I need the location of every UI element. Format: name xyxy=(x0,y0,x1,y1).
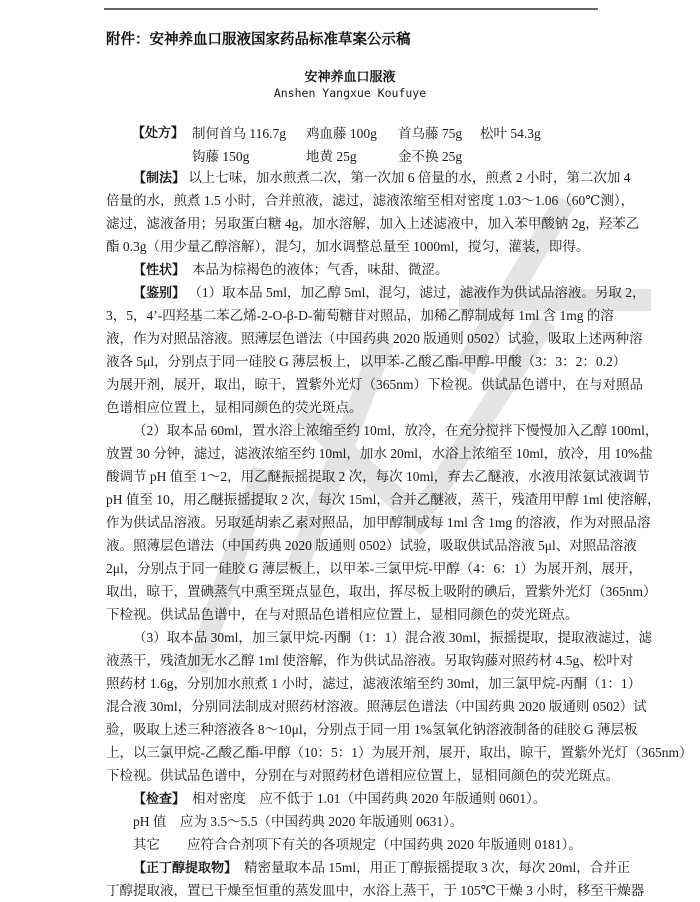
identification-line: 放置 30 分钟，滤过，滤液浓缩至约 10ml，加水 20ml，水浴上浓缩至 10ml，放冷，用 10%盐 xyxy=(106,446,653,461)
ingredient: 松叶 54.3g xyxy=(480,126,541,141)
monograph-body xyxy=(106,166,693,902)
extract-line: 【正丁醇提取物】 精密量取本品 15ml，用正丁醇振摇提取 3 次，每次 20ml，合并正 xyxy=(133,860,631,876)
ingredient: 鸡血藤 100g xyxy=(306,126,377,141)
extract-line: 丁醇提取液，置已干燥至恒重的蒸发皿中，水浴上蒸干，于 105℃干燥 3 小时，移至干燥器 xyxy=(106,883,645,898)
character-label: 【性状】 xyxy=(133,263,179,278)
ingredient: 首乌藤 75g xyxy=(398,126,463,141)
identification-line: 【鉴别】 （1）取本品 5ml，加乙醇 5ml，混匀，滤过，滤液作为供试品溶液。另取 2， xyxy=(133,285,646,301)
inspection-label: 【检查】 xyxy=(133,792,179,807)
identification-line: 色谱相应位置上，显相同颜色的荧光斑点。 xyxy=(106,400,363,415)
identification-line: 取出，晾干，置碘蒸气中熏至斑点显色，取出，挥尽板上吸附的碘后，置紫外光灯（365nm） xyxy=(106,584,657,599)
inspection-density: 【检查】 相对密度 应不低于 1.01（中国药典 2020 年版通则 0601）。 xyxy=(133,791,547,807)
identification-line: pH 值至 10，用乙醚振摇提取 2 次，每次 15ml，合并乙醚液，蒸干，残渣用甲醇 1ml 使溶解， xyxy=(106,492,661,507)
ingredient: 制何首乌 116.7g xyxy=(192,126,286,141)
inspection-other: 其它 应符合合剂项下有关的各项规定（中国药典 2020 年版通则 0181）。 xyxy=(133,837,582,852)
identification-line: 作为供试品溶液。另取延胡索乙素对照品，加甲醇制成每 1ml 含 1mg 的溶液，作为对照品溶 xyxy=(106,515,651,530)
prescription-label: 【处方】 xyxy=(132,126,185,141)
method-label: 【制法】 xyxy=(133,171,186,186)
ingredient: 金不换 25g xyxy=(398,149,463,164)
ingredient: 钩藤 150g xyxy=(192,149,250,164)
header-rule xyxy=(104,8,598,10)
method-line: 滤过，滤液备用；另取蛋白糖 4g，加水溶解，加入上述滤液中，加入苯甲酸钠 2g，羟苯乙 xyxy=(106,216,640,231)
identification-label: 【鉴别】 xyxy=(133,286,186,301)
identification-line: 为展开剂，展开，取出，晾干，置紫外光灯（365nm）下检视。供试品色谱中，在与对照品 xyxy=(106,377,643,392)
inspection-ph: pH 值 应为 3.5～5.5（中国药典 2020 年版通则 0631）。 xyxy=(133,814,464,829)
character-line: 【性状】 本品为棕褐色的液体；气香，味甜、微涩。 xyxy=(133,262,449,278)
ingredient: 地黄 25g xyxy=(306,149,357,164)
identification-line: 照药材 1.6g，分别加水煎煮 1 小时，滤过，滤液浓缩至约 30ml，加三氯甲烷-丙酮（1：1） xyxy=(106,676,642,691)
identification-line: 液蒸干，残渣加无水乙醇 1ml 使溶解，作为供试品溶液。另取钩藤对照药材 4.5g、松叶对 xyxy=(106,653,634,668)
method-line: 【制法】 以上七味，加水煎煮二次，第一次加 6 倍量的水，煎煮 2 小时，第二次加 4 xyxy=(133,170,631,186)
drug-name-pinyin: Anshen Yangxue Koufuye xyxy=(273,86,427,100)
extract-label: 【正丁醇提取物】 xyxy=(133,861,231,876)
identification-line: 液各 5μl，分别点于同一硅胶 G 薄层板上，以甲苯-乙酸乙酯-甲醇-甲酸（3：3：2：0.2） xyxy=(106,354,627,369)
identification-line: 混合液 30ml，分别同法制成对照药材溶液。照薄层色谱法（中国药典 2020 版通则 0502）试 xyxy=(106,699,647,714)
identification-line: 3，5，4’-四羟基二苯乙烯-2-O-β-D-葡萄糖苷对照品，加稀乙醇制成每 1ml 含 1mg 的溶 xyxy=(106,308,614,323)
identification-line: 液，作为对照品溶液。照薄层色谱法（中国药典 2020 版通则 0502）试验，吸取上述两种溶 xyxy=(106,331,643,346)
identification-line: 上，以三氯甲烷-乙酸乙酯-甲醇（10：5：1）为展开剂，展开，取出，晾干，置紫外光灯（365nm） xyxy=(106,745,693,760)
identification-line: 2μl，分别点于同一硅胶 G 薄层板上，以甲苯-三氯甲烷-甲醇（4：6：1）为展开剂，展开， xyxy=(106,561,642,576)
identification-line: 酸调节 pH 值至 1～2，用乙醚振摇提取 2 次，每次 10ml，弃去乙醚液，水液用浓氨试液调节 xyxy=(106,469,650,484)
identification-line: 验，吸取上述三种溶液各 8～10μl，分别点于同一用 1%氢氧化钠溶液制备的硅胶 G 薄层板 xyxy=(106,722,638,737)
drug-name-chinese: 安神养血口服液 xyxy=(304,70,396,85)
identification-line: 液。照薄层色谱法（中国药典 2020 版通则 0502）试验，吸取供试品溶液 5μl、对照品溶液 xyxy=(106,538,637,553)
method-line: 酯 0.3g（用少量乙醇溶解），混匀，加水调整总量至 1000ml，搅匀，灌装，即得。 xyxy=(106,239,590,254)
attachment-title: 附件：安神养血口服液国家药品标准草案公示稿 xyxy=(106,32,411,48)
identification-line: 下检视。供试品色谱中，分别在与对照药材色谱相应位置上，显相同颜色的荧光斑点。 xyxy=(106,768,619,783)
method-line: 倍量的水，煎煮 1.5 小时，合并煎液，滤过，滤液浓缩至相对密度 1.03～1.06（60℃测）， xyxy=(106,193,635,208)
identification-line: （2）取本品 60ml，置水浴上浓缩至约 10ml，放冷，在充分搅拌下慢慢加入乙醇 100ml， xyxy=(133,423,659,438)
identification-line: （3）取本品 30ml，加三氯甲烷-丙酮（1：1）混合液 30ml，振摇提取，提取液滤过，滤 xyxy=(133,630,652,645)
identification-line: 下检视。供试品色谱中，在与对照品色谱相应位置上，显相同颜色的荧光斑点。 xyxy=(106,607,579,622)
